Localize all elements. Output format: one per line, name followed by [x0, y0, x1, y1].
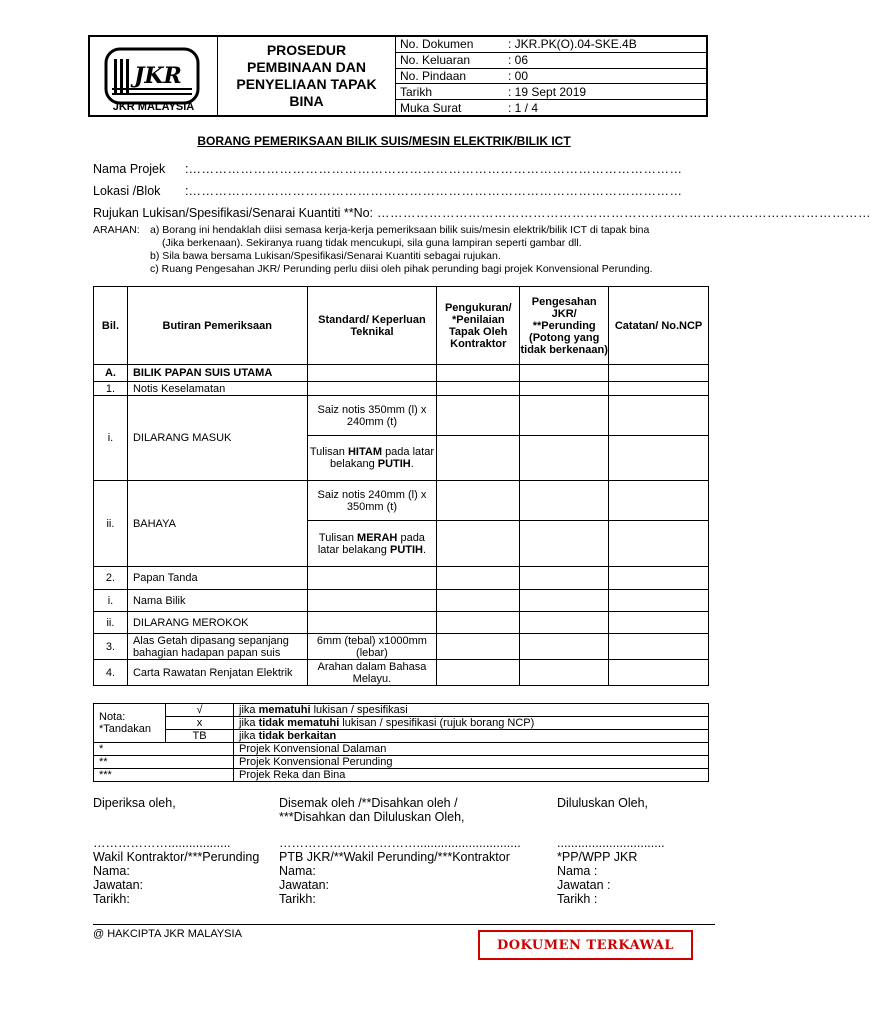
std-text: pada latar belakang — [330, 446, 434, 470]
field-label: Rujukan Lukisan/Spesifikasi/Senarai Kuantiti **No: — [93, 206, 374, 220]
document-header — [88, 35, 708, 117]
row-item: Nama Bilik — [127, 590, 307, 612]
org-name: JKR MALAYSIA — [112, 101, 195, 113]
sig-head-2: ***Disahkan dan Diluluskan Oleh, — [279, 810, 465, 824]
legend-bold: tidak mematuhi — [258, 717, 340, 729]
cell-catatan[interactable] — [609, 436, 709, 481]
cell-standard — [307, 436, 437, 481]
nota-label: Nota: — [99, 711, 126, 723]
sig-head: Diperiksa oleh, — [93, 796, 176, 810]
legend-pre: jika — [239, 717, 259, 729]
row-bil: ii. — [94, 612, 128, 634]
table-row — [94, 365, 709, 382]
sig-role: PTB JKR/**Wakil Perunding/***Kontraktor — [279, 850, 510, 864]
cell-pengukuran[interactable] — [437, 382, 520, 396]
table-row — [94, 660, 709, 686]
row-bil: 3. — [94, 634, 128, 660]
cross-symbol: x — [166, 717, 234, 730]
cell-pengesahan[interactable] — [520, 481, 609, 521]
cell-standard — [307, 521, 437, 567]
row-bil: A. — [94, 365, 128, 382]
instruction-b: b) Sila bawa bersama Lukisan/Spesifikasi/Senarai Kuantiti sebagai rujukan. — [150, 250, 501, 262]
cell-catatan[interactable] — [609, 365, 709, 382]
row-item: Papan Tanda — [127, 567, 307, 590]
sig-tarikh: Tarikh: — [93, 892, 130, 906]
cell-pengukuran[interactable] — [437, 481, 520, 521]
cell-catatan[interactable] — [609, 612, 709, 634]
cell-pengukuran[interactable] — [437, 660, 520, 686]
rujukan-field[interactable] — [93, 206, 871, 220]
legend-pre: jika — [239, 730, 259, 742]
legend-bold: tidak berkaitan — [258, 730, 337, 742]
col-pengukuran: Pengukuran/ *Penilaian Tapak Oleh Kontraktor — [437, 287, 520, 365]
section-title: BILIK PAPAN SUIS UTAMA — [127, 365, 307, 382]
cell-catatan[interactable] — [609, 634, 709, 660]
meta-row-keluaran — [396, 53, 706, 69]
sig-line[interactable]: …………………………….............................. — [279, 836, 521, 850]
cell-catatan[interactable] — [609, 660, 709, 686]
table-row — [94, 567, 709, 590]
inspection-table — [93, 286, 709, 686]
nama-projek-field[interactable] — [93, 162, 683, 176]
legend-label — [94, 704, 166, 743]
cell-pengukuran[interactable] — [437, 365, 520, 382]
cell-standard — [307, 382, 437, 396]
field-dots: …………………………………………………………………………………………………… — [188, 184, 683, 198]
cell-pengesahan[interactable] — [520, 436, 609, 481]
logo-cell — [90, 37, 218, 115]
instruction-a-cont: (Jika berkenaan). Sekiranya ruang tidak mencukupi, sila guna lampiran seperti gambar dll. — [162, 237, 582, 249]
std-colour: HITAM — [347, 446, 382, 458]
row-item: Notis Keselamatan — [127, 382, 307, 396]
legend-text: Projek Reka dan Bina — [234, 769, 709, 782]
cell-pengesahan[interactable] — [520, 660, 609, 686]
std-text: Tulisan — [318, 531, 354, 544]
cell-pengukuran[interactable] — [437, 521, 520, 567]
col-standard: Standard/ Keperluan Teknikal — [307, 287, 437, 365]
sig-nama: Nama : — [557, 864, 598, 878]
row-bil: i. — [94, 590, 128, 612]
table-row — [94, 396, 709, 436]
cell-standard: Saiz notis 350mm (l) x 240mm (t) — [307, 396, 437, 436]
cell-standard: Saiz notis 240mm (l) x 350mm (t) — [307, 481, 437, 521]
signature-col-3 — [557, 796, 665, 906]
instruction-c: c) Ruang Pengesahan JKR/ Perunding perlu diisi oleh pihak perunding bagi projek Konvensional Perunding. — [150, 263, 653, 275]
sig-head: Diluluskan Oleh, — [557, 796, 649, 810]
title-line-1: PROSEDUR — [266, 42, 347, 58]
cell-standard: Arahan dalam Bahasa Melayu. — [307, 660, 437, 686]
legend-text: Projek Konvensional Perunding — [234, 756, 709, 769]
sig-nama: Nama: — [93, 864, 130, 878]
legend-post: lukisan / spesifikasi (rujuk borang NCP) — [339, 717, 535, 729]
title-line-3: PENYELIAAN TAPAK BINA — [236, 76, 377, 109]
sig-role: Wakil Kontraktor/***Perunding — [93, 850, 260, 864]
meta-key: Tarikh — [400, 84, 433, 99]
field-label: Lokasi /Blok — [93, 184, 161, 198]
cell-catatan[interactable] — [609, 567, 709, 590]
sig-nama: Nama: — [279, 864, 316, 878]
row-item: Carta Rawatan Renjatan Elektrik — [127, 660, 307, 686]
row-bil: 2. — [94, 567, 128, 590]
std-colour: MERAH — [357, 531, 398, 544]
copyright: @ HAKCIPTA JKR MALAYSIA — [93, 928, 242, 940]
sig-line[interactable]: ……………….................. — [93, 836, 231, 850]
row-item: DILARANG MASUK — [127, 396, 307, 481]
document-meta — [396, 37, 706, 115]
tandakan-label: *Tandakan — [99, 723, 151, 735]
cell-pengesahan[interactable] — [520, 567, 609, 590]
field-colon: : — [185, 162, 189, 176]
col-butiran: Butiran Pemeriksaan — [127, 287, 307, 365]
cell-pengesahan[interactable] — [520, 365, 609, 382]
cell-pengukuran[interactable] — [437, 567, 520, 590]
cell-catatan[interactable] — [609, 521, 709, 567]
meta-key: No. Keluaran — [400, 53, 471, 68]
std-period: . — [422, 543, 427, 556]
meta-row-muka-surat — [396, 100, 706, 115]
std-text: Tulisan — [309, 446, 345, 458]
sig-tarikh: Tarikh : — [557, 892, 598, 906]
asterisk-symbol: *** — [94, 769, 234, 782]
table-header-row — [94, 287, 709, 365]
field-dots: …………………………………………………………………………………………………… — [377, 206, 871, 220]
asterisk-symbol: * — [94, 743, 234, 756]
col-bil: Bil. — [94, 287, 128, 365]
sig-head: Disemak oleh /**Disahkan oleh / — [279, 796, 458, 810]
legend-table — [93, 703, 709, 782]
meta-row-pindaan — [396, 69, 706, 85]
instructions — [93, 224, 723, 276]
cell-pengesahan[interactable] — [520, 634, 609, 660]
cell-catatan[interactable] — [609, 382, 709, 396]
form-title: BORANG PEMERIKSAAN BILIK SUIS/MESIN ELEKTRIK/BILIK ICT — [197, 134, 571, 148]
meta-value: : 00 — [508, 68, 529, 83]
legend-row — [94, 769, 709, 782]
cell-standard — [307, 567, 437, 590]
table-row — [94, 590, 709, 612]
cell-pengukuran[interactable] — [437, 436, 520, 481]
signature-col-1 — [93, 796, 259, 906]
std-colour: PUTIH — [389, 543, 423, 556]
row-item: Alas Getah dipasang sepanjang bahagian hadapan papan suis — [127, 634, 307, 660]
legend-text — [234, 730, 709, 743]
cell-catatan[interactable] — [609, 481, 709, 521]
cell-standard: 6mm (tebal) x1000mm (lebar) — [307, 634, 437, 660]
tb-symbol: TB — [166, 730, 234, 743]
row-item: BAHAYA — [127, 481, 307, 567]
meta-value: : JKR.PK(O).04-SKE.4B — [508, 37, 637, 52]
legend-text: Projek Konvensional Dalaman — [234, 743, 709, 756]
row-bil: ii. — [94, 481, 128, 567]
controlled-document-stamp: DOKUMEN TERKAWAL — [478, 930, 693, 960]
legend-text — [234, 704, 709, 717]
asterisk-symbol: ** — [94, 756, 234, 769]
legend-text — [234, 717, 709, 730]
row-bil: 1. — [94, 382, 128, 396]
meta-value: : 19 Sept 2019 — [508, 84, 587, 99]
field-colon: : — [185, 184, 189, 198]
cell-pengukuran[interactable] — [437, 634, 520, 660]
cell-pengesahan[interactable] — [520, 521, 609, 567]
lokasi-field[interactable] — [93, 184, 683, 198]
col-pengesahan: Pengesahan JKR/ **Perunding (Potong yang tidak berkenaan) — [520, 287, 609, 365]
meta-key: No. Pindaan — [400, 68, 467, 83]
std-text: pada latar belakang — [317, 531, 425, 556]
cell-catatan[interactable] — [609, 396, 709, 436]
row-bil: 4. — [94, 660, 128, 686]
meta-value: : 06 — [508, 53, 529, 68]
cell-pengesahan[interactable] — [520, 590, 609, 612]
legend-pre: jika — [239, 704, 259, 716]
sig-tarikh: Tarikh: — [279, 892, 316, 906]
cell-pengukuran[interactable] — [437, 612, 520, 634]
sig-role: *PP/WPP JKR — [557, 850, 638, 864]
legend-row — [94, 704, 709, 717]
meta-row-dokumen — [396, 37, 706, 53]
meta-value: : 1 / 4 — [508, 100, 539, 115]
meta-key: Muka Surat — [400, 100, 462, 115]
sig-jawatan: Jawatan: — [279, 878, 330, 892]
instructions-head: ARAHAN: — [93, 224, 140, 236]
instruction-a: a) Borang ini hendaklah diisi semasa kerja-kerja pemeriksaan bilik suis/mesin elektrik/bilik ICT di tapak bina — [150, 224, 650, 236]
cell-pengesahan[interactable] — [520, 382, 609, 396]
legend-bold: mematuhi — [258, 704, 311, 716]
sig-jawatan: Jawatan : — [557, 878, 611, 892]
signature-col-2 — [279, 796, 521, 906]
row-item: DILARANG MEROKOK — [127, 612, 307, 634]
table-row — [94, 481, 709, 521]
table-row — [94, 612, 709, 634]
legend-post: lukisan / spesifikasi — [310, 704, 408, 716]
meta-key: No. Dokumen — [400, 37, 474, 52]
std-period: . — [410, 458, 414, 470]
tick-symbol: √ — [166, 704, 234, 717]
jkr-logo — [102, 45, 202, 107]
cell-pengesahan[interactable] — [520, 396, 609, 436]
cell-pengukuran[interactable] — [437, 396, 520, 436]
row-bil: i. — [94, 396, 128, 481]
cell-catatan[interactable] — [609, 590, 709, 612]
footer-divider — [93, 924, 715, 925]
cell-standard — [307, 590, 437, 612]
legend-row — [94, 756, 709, 769]
table-row — [94, 382, 709, 396]
field-label: Nama Projek — [93, 162, 166, 176]
svg-text:JKR: JKR — [134, 63, 182, 89]
field-dots: …………………………………………………………………………………………………… — [188, 162, 683, 176]
cell-standard — [307, 365, 437, 382]
sig-jawatan: Jawatan: — [93, 878, 144, 892]
cell-standard — [307, 612, 437, 634]
legend-row — [94, 717, 709, 730]
std-colour: PUTIH — [377, 458, 411, 470]
cell-pengesahan[interactable] — [520, 612, 609, 634]
procedure-title — [218, 37, 396, 115]
meta-row-tarikh — [396, 84, 706, 100]
legend-row — [94, 730, 709, 743]
title-line-2: PEMBINAAN DAN — [247, 59, 366, 75]
legend-row — [94, 743, 709, 756]
table-row — [94, 634, 709, 660]
sig-line[interactable]: ............................... — [557, 836, 665, 850]
cell-pengukuran[interactable] — [437, 590, 520, 612]
col-catatan: Catatan/ No.NCP — [609, 287, 709, 365]
